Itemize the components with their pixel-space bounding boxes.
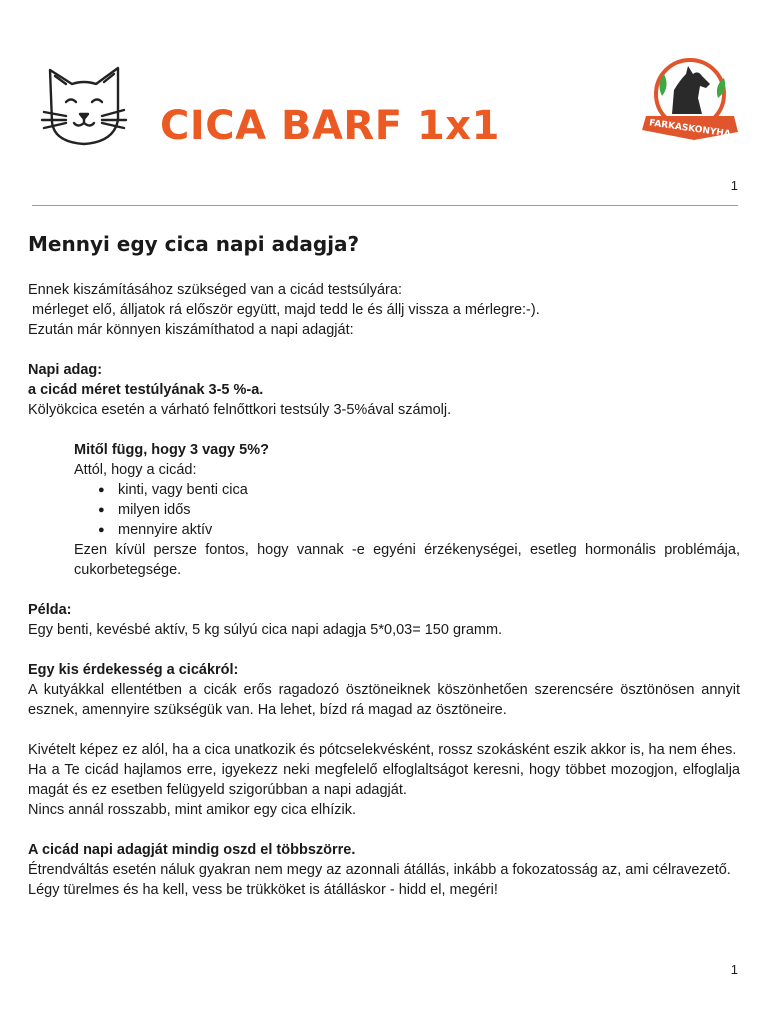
example-block — [28, 600, 740, 640]
split-text: Étrendváltás esetén náluk gyakran nem megy az azonnali átállás, inkább a fokozatosság az, ami célravezető. — [28, 862, 731, 878]
page-number-bottom: 1 — [730, 962, 738, 977]
exception-line-2: Ha a Te cicád hajlamos erre, igyekezz neki megfelelő elfoglaltságot keresni, hogy többet mozogjon, elfoglalja magát és ez esetben felügyeld szigorúbban a napi adagját. — [28, 762, 740, 798]
page-title: CICA BARF 1x1 — [160, 103, 500, 149]
intro-paragraph — [28, 280, 740, 340]
exception-block — [28, 740, 740, 820]
main-content — [28, 230, 740, 920]
depends-heading: Mitől függ, hogy 3 vagy 5%? — [74, 442, 269, 458]
exception-line-1: Kivételt képez ez alól, ha a cica unatkozik és pótcselekvésként, rossz szokásként eszik akkor is, ha nem éhes. — [28, 742, 737, 758]
curiosity-text: A kutyákkal ellentétben a cicák erős ragadozó ösztöneiknek köszönhetően szerencsére ösztönösen annyit esznek, amennyire szükségük van. Ha lehet, bízd rá magad az ösztöneire. — [28, 682, 740, 718]
intro-line-2: mérleget elő, álljatok rá először együtt, majd tedd le és állj vissza a mérlegre:-). — [28, 302, 540, 318]
daily-label: Napi adag: — [28, 362, 103, 378]
brand-logo-text: FARKASKONYHA — [648, 118, 732, 140]
list-item: ● mennyire aktív — [98, 520, 740, 540]
depends-intro: Attól, hogy a cicád: — [74, 462, 197, 478]
wolf-icon — [640, 56, 740, 144]
list-item: ● milyen idős — [98, 500, 740, 520]
curiosity-label: Egy kis érdekesség a cicákról: — [28, 662, 239, 678]
cat-face-icon — [36, 60, 132, 152]
curiosity-block — [28, 660, 740, 720]
example-label: Példa: — [28, 602, 72, 618]
daily-amount-block — [28, 360, 740, 420]
exception-line-3: Nincs annál rosszabb, mint amikor egy cica elhízik. — [28, 802, 356, 818]
section-heading: Mennyi egy cica napi adagja? — [28, 232, 360, 256]
kitten-note: Kölyökcica esetén a várható felnőttkori testsúly 3-5%ával számolj. — [28, 402, 452, 418]
divider — [32, 205, 738, 206]
intro-line-1: Ennek kiszámításához szükséged van a cicád testsúlyára: — [28, 282, 402, 298]
page-number-top: 1 — [730, 178, 738, 193]
split-text-2: Légy türelmes és ha kell, vess be trükköket is átálláskor - hidd el, megéri! — [28, 882, 498, 898]
depends-list — [74, 480, 740, 540]
depends-extra: Ezen kívül persze fontos, hogy vannak -e egyéni érzékenységei, esetleg hormonális problémája, cukorbetegsége. — [74, 542, 740, 578]
daily-rule: a cicád méret testúlyának 3-5 %-a. — [28, 382, 264, 398]
depends-block — [74, 440, 740, 580]
example-text: Egy benti, kevésbé aktív, 5 kg súlyú cica napi adagja 5*0,03= 150 gramm. — [28, 622, 503, 638]
intro-line-3: Ezután már könnyen kiszámíthatod a napi adagját: — [28, 322, 354, 338]
split-label: A cicád napi adagját mindig oszd el többszörre. — [28, 842, 356, 858]
list-item: ● kinti, vagy benti cica — [98, 480, 740, 500]
split-block — [28, 840, 740, 900]
